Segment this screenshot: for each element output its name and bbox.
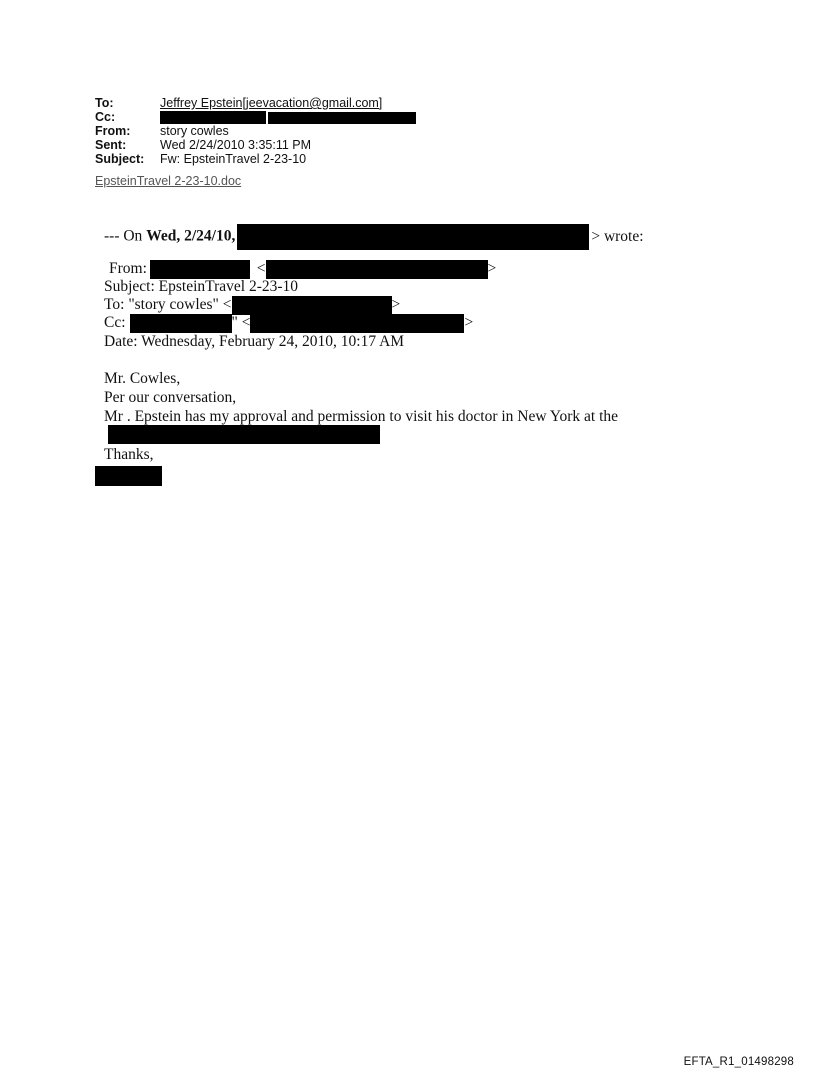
message-line-1: Per our conversation,	[104, 389, 237, 406]
quoted-intro-suffix: > wrote:	[591, 227, 644, 245]
quoted-to-prefix: To: "story cowles" <	[104, 296, 232, 314]
redaction-box	[237, 224, 589, 250]
to-label: To:	[95, 96, 114, 110]
to-value[interactable]: Jeffrey Epstein[jeevacation@gmail.com]	[160, 96, 383, 110]
quoted-date-line: Date: Wednesday, February 24, 2010, 10:17 AM	[104, 333, 405, 350]
redaction-box	[232, 296, 392, 315]
quoted-subject-line: Subject: EpsteinTravel 2-23-10	[104, 278, 299, 295]
message-line-2: Mr . Epstein has my approval and permission to visit his doctor in New York at the	[104, 408, 619, 425]
quoted-from-line	[109, 260, 496, 279]
quoted-intro-date: Wed, 2/24/10,	[146, 227, 236, 245]
sent-label: Sent:	[95, 138, 127, 152]
quoted-cc-label: Cc:	[104, 314, 126, 332]
quoted-cc-gt: >	[464, 314, 474, 332]
message-salutation: Mr. Cowles,	[104, 370, 181, 387]
redaction-box	[95, 466, 162, 486]
subject-value: Fw: EpsteinTravel 2-23-10	[160, 152, 307, 166]
from-label: From:	[95, 124, 131, 138]
cc-label: Cc:	[95, 110, 116, 124]
quoted-intro-prefix: --- On	[104, 227, 147, 245]
from-value: story cowles	[160, 124, 229, 138]
redaction-box	[160, 111, 266, 124]
redaction-box	[250, 314, 464, 333]
quoted-from-gt: >	[487, 260, 497, 278]
signature	[95, 466, 162, 486]
message-closing: Thanks,	[104, 446, 154, 463]
message-line-3	[108, 425, 380, 444]
redaction-box	[108, 425, 380, 444]
attachment-link[interactable]: EpsteinTravel 2-23-10.doc	[95, 174, 242, 188]
quoted-to-gt: >	[391, 296, 401, 314]
subject-label: Subject:	[95, 152, 145, 166]
redaction-box	[266, 260, 488, 279]
redaction-box	[268, 112, 416, 124]
quoted-to-line	[104, 296, 400, 315]
quoted-from-label: From:	[109, 260, 147, 278]
redaction-box	[130, 314, 232, 333]
redaction-box	[150, 260, 250, 279]
cc-value	[160, 110, 416, 124]
sent-value: Wed 2/24/2010 3:35:11 PM	[160, 138, 312, 152]
quoted-cc-mid: " <	[231, 314, 251, 332]
quoted-from-lt: <	[256, 260, 266, 278]
quoted-intro	[104, 224, 644, 250]
quoted-cc-line	[104, 314, 473, 333]
document-id: EFTA_R1_01498298	[683, 1056, 794, 1068]
